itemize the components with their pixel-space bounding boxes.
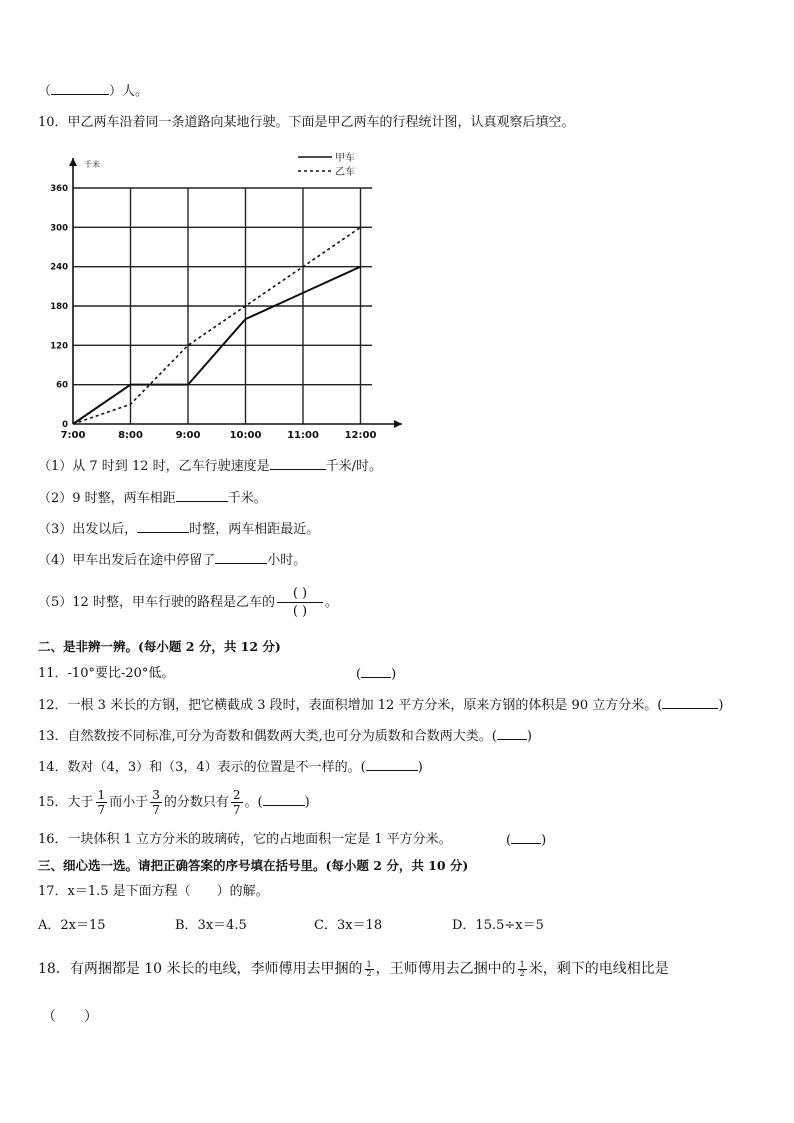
x-axis-arrow — [394, 420, 402, 428]
y-tick-label: 60 — [56, 380, 68, 391]
x-tick-label: 9:00 — [175, 430, 201, 441]
answer-blank[interactable] — [176, 489, 228, 502]
q17: 17．x＝1.5 是下面方程（ ）的解。 — [38, 884, 269, 899]
y-tick-label: 240 — [50, 262, 68, 273]
answer-blank[interactable] — [263, 793, 305, 806]
q10-sub3: （3）出发以后， 时整，两车相距最近。 — [38, 522, 320, 537]
fraction-one-half: $\frac{1}{2}$ — [519, 959, 525, 978]
q17-option-d[interactable]: D．15.5÷x＝5 — [452, 918, 544, 933]
y-axis-arrow — [69, 158, 77, 166]
y-tick-label: 120 — [50, 341, 68, 352]
q10-sub5: （5）12 时整，甲车行驶的路程是乙车的 ( ) ( ) 。 — [38, 586, 338, 619]
q17-option-b[interactable]: B．3x＝4.5 — [175, 918, 247, 933]
legend-label: 乙车 — [335, 167, 355, 178]
q16-answer[interactable]: ( ) — [506, 833, 547, 848]
legend-label: 甲车 — [335, 153, 355, 164]
answer-blank[interactable] — [137, 520, 189, 533]
q17-option-a[interactable]: A．2x＝15 — [38, 918, 106, 933]
fraction-answer[interactable]: ( ) ( ) — [277, 585, 323, 620]
fraction-two-sevenths: $\frac{2}{7}$ — [232, 788, 241, 817]
fraction-one-half: $\frac{1}{2}$ — [366, 959, 372, 978]
q11-answer[interactable]: ( ) — [356, 667, 397, 682]
q15: 15．大于 $\frac{1}{7}$ 而小于 $\frac{3}{7}$ 的分数只有 $\frac{2}{7}$ 。( ) — [38, 788, 310, 817]
x-tick-label: 11:00 — [287, 430, 319, 441]
q16: 16．一块体积 1 立方分米的玻璃砖，它的占地面积一定是 1 平方分米。 ( ) — [38, 832, 547, 848]
y-tick-label: 0 — [62, 420, 68, 430]
x-tick-label: 8:00 — [118, 430, 143, 441]
q18: 18．有两捆都是 10 米长的电线，李师傅用去甲捆的 $\frac{1}{2}$ ，王师傅用去乙捆中的 $\frac{1}{2}$ 米，剩下的电线相比是 — [38, 959, 669, 978]
answer-blank[interactable] — [497, 727, 527, 740]
q10-stem: 10．甲乙两车沿着同一条道路向某地行驶。下面是甲乙两车的行程统计图，认真观察后填空。 — [38, 115, 575, 130]
q9-tail: （ ）人。 — [38, 84, 149, 99]
y-tick-label: 180 — [50, 302, 68, 312]
answer-blank[interactable] — [366, 758, 418, 771]
q18-answer[interactable]: （ ） — [42, 1009, 98, 1025]
y-tick-label: 360 — [50, 184, 68, 194]
q10-sub4: （4）甲车出发后在途中停留了 小时。 — [38, 553, 307, 568]
section2-title: 二、是非辨一辨。(每小题 2 分，共 12 分) — [38, 639, 281, 654]
fraction-one-seventh: $\frac{1}{7}$ — [97, 788, 106, 817]
q10-sub1: （1）从 7 时到 12 时，乙车行驶速度是 千米/时。 — [38, 459, 383, 474]
x-tick-label: 7:00 — [60, 430, 86, 441]
q13: 13．自然数按不同标准,可分为奇数和偶数两大类,也可分为质数和合数两大类。( ) — [38, 729, 532, 744]
answer-blank[interactable] — [51, 82, 109, 95]
answer-blank[interactable] — [270, 457, 326, 470]
q10-sub2: （2）9 时整，两车相距 千米。 — [38, 491, 267, 506]
q11: 11．-10°要比-20°低。 ( ) — [38, 666, 397, 682]
x-tick-label: 12:00 — [344, 430, 377, 441]
y-tick-label: 300 — [50, 223, 68, 234]
travel-line-chart — [40, 148, 420, 448]
y-axis-label: 千米 — [84, 160, 100, 169]
answer-blank[interactable] — [662, 696, 718, 709]
q14: 14．数对（4，3）和（3，4）表示的位置是不一样的。( ) — [38, 760, 423, 775]
q17-option-c[interactable]: C．3x＝18 — [314, 918, 383, 933]
fraction-three-sevenths: $\frac{3}{7}$ — [152, 788, 160, 817]
section3-title: 三、细心选一选。请把正确答案的序号填在括号里。(每小题 2 分，共 10 分) — [38, 858, 469, 873]
q12: 12．一根 3 米长的方钢，把它横截成 3 段时，表面积增加 12 平方分米，原来方钢的体积是 90 立方分米。( ) — [38, 698, 724, 713]
answer-blank[interactable] — [215, 551, 267, 564]
x-tick-label: 10:00 — [229, 430, 262, 441]
